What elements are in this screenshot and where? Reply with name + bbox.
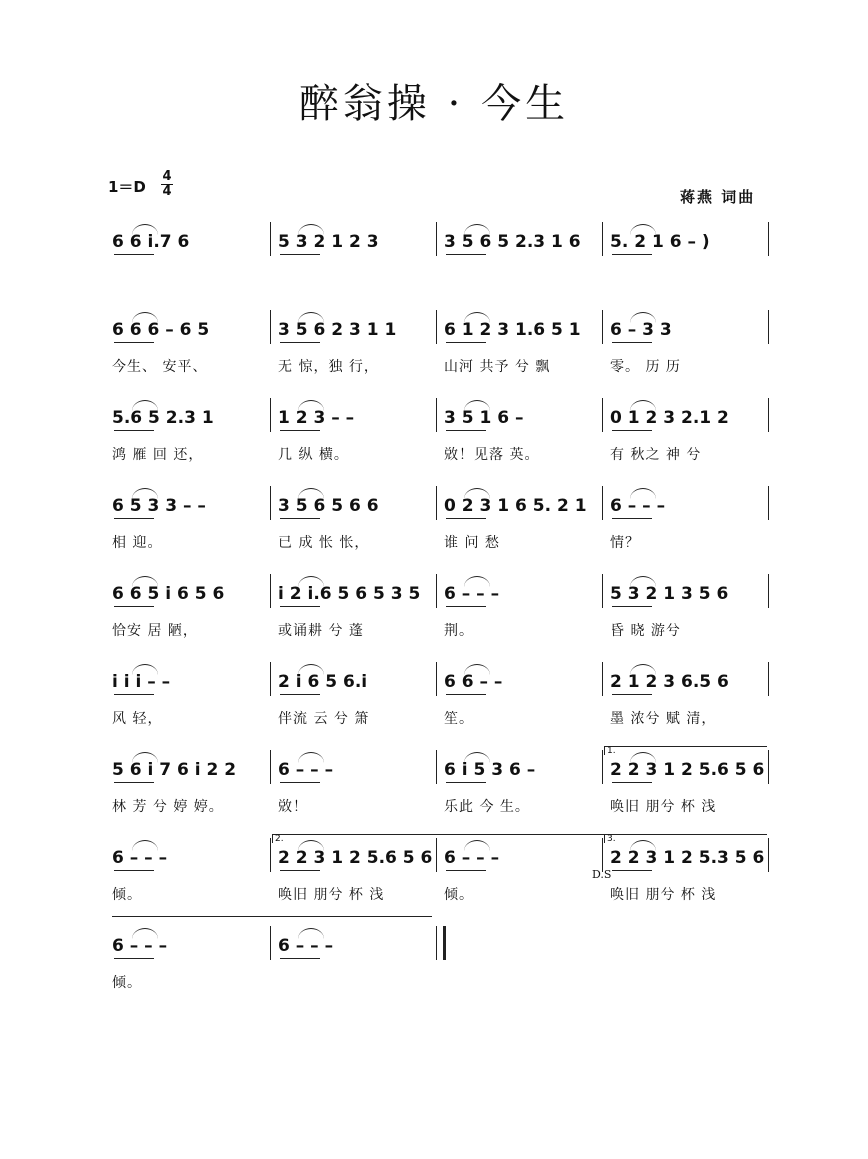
lyric-line: 唤旧 朋兮 杯 浅 xyxy=(610,887,717,903)
slur xyxy=(630,664,656,675)
bar-line xyxy=(768,750,769,784)
beam-line xyxy=(280,342,320,343)
beam-line xyxy=(114,254,154,255)
slur xyxy=(132,928,158,939)
bar-line xyxy=(436,574,437,608)
measure-notes: 2 2 3 1 2 5.6 5 6 xyxy=(278,848,433,868)
measure-notes: 6 1 2 3 1.6 5 1 xyxy=(444,320,581,340)
beam-line xyxy=(612,694,652,695)
lyric-line: 笙。 xyxy=(444,711,474,727)
lyric-line: 风 轻， xyxy=(112,711,163,727)
slur xyxy=(298,400,324,411)
slur xyxy=(132,840,158,851)
bar-line xyxy=(602,398,603,432)
bar-line xyxy=(436,662,437,696)
measure-notes: 3 5 6 2 3 1 1 xyxy=(278,320,397,340)
time-signature-bottom: 4 xyxy=(162,184,172,199)
bar-line xyxy=(768,662,769,696)
beam-line xyxy=(114,342,154,343)
bar-line xyxy=(270,222,271,256)
slur xyxy=(298,312,324,323)
bar-line xyxy=(768,398,769,432)
beam-line xyxy=(280,254,320,255)
lyric-line: 已 成 怅 怅， xyxy=(278,535,370,551)
measure-notes: 5.6 5 2.3 1 xyxy=(112,408,214,428)
beam-line xyxy=(280,870,320,871)
lyric-line: 鸿 雁 回 还， xyxy=(112,447,204,463)
bar-line xyxy=(602,574,603,608)
slur xyxy=(630,312,656,323)
measure-notes: 6 – – – xyxy=(278,760,334,780)
measure-notes: 2 2 3 1 2 5.6 5 6 xyxy=(610,760,765,780)
song-title: 醉翁操 · 今生 xyxy=(298,81,570,127)
slur xyxy=(298,928,324,939)
bar-line xyxy=(436,486,437,520)
lyric-line: 相 迎。 xyxy=(112,535,163,551)
measure-notes: 2 i 6 5 6.i xyxy=(278,672,368,692)
measure-notes: 0 1 2 3 2.1 2 xyxy=(610,408,729,428)
bar-line xyxy=(270,486,271,520)
measure-notes: 6 – – – xyxy=(278,936,334,956)
measure-notes: 6 – – – xyxy=(444,584,500,604)
beam-line xyxy=(280,958,320,959)
bar-line xyxy=(602,486,603,520)
slur xyxy=(298,664,324,675)
slur xyxy=(298,576,324,587)
volta-bracket: 2. xyxy=(272,834,605,843)
beam-line xyxy=(280,518,320,519)
measure-notes: 6 – – – xyxy=(112,936,168,956)
long-slur xyxy=(112,916,432,927)
bar-line xyxy=(270,398,271,432)
lyric-line: 墨 浓兮 赋 清， xyxy=(610,711,717,727)
beam-line xyxy=(446,782,486,783)
lyric-line: 敚！见落 英。 xyxy=(444,447,540,463)
slur xyxy=(132,488,158,499)
lyric-line: 林 芳 兮 婷 婷。 xyxy=(112,799,224,815)
slur xyxy=(630,576,656,587)
beam-line xyxy=(114,518,154,519)
beam-line xyxy=(612,606,652,607)
slur xyxy=(464,576,490,587)
lyric-line: 唤旧 朋兮 杯 浅 xyxy=(610,799,717,815)
beam-line xyxy=(446,254,486,255)
measure-notes: 2 2 3 1 2 5.3 5 6 xyxy=(610,848,765,868)
lyric-line: 恰安 居 陋， xyxy=(112,623,198,639)
slur xyxy=(464,664,490,675)
bar-line xyxy=(270,926,271,960)
bar-line xyxy=(436,310,437,344)
bar-line xyxy=(270,310,271,344)
slur xyxy=(132,664,158,675)
bar-line xyxy=(602,222,603,256)
ds-mark: D.S xyxy=(592,868,612,881)
beam-line xyxy=(446,342,486,343)
slur xyxy=(132,224,158,235)
beam-line xyxy=(280,430,320,431)
beam-line xyxy=(114,782,154,783)
measure-notes: i 2 i.6 5 6 5 3 5 xyxy=(278,584,421,604)
slur xyxy=(630,488,656,499)
lyric-line: 敚！ xyxy=(278,799,308,815)
measure-notes: 6 6 6 – 6 5 xyxy=(112,320,210,340)
slur xyxy=(132,576,158,587)
bar-line xyxy=(270,574,271,608)
lyric-line: 几 纵 横。 xyxy=(278,447,349,463)
bar-line xyxy=(768,486,769,520)
lyric-line: 倾。 xyxy=(112,975,142,991)
beam-line xyxy=(280,694,320,695)
lyric-line: 或诵耕 兮 蓬 xyxy=(278,623,364,639)
volta-bracket: 3. xyxy=(604,834,767,843)
slur xyxy=(464,312,490,323)
beam-line xyxy=(280,782,320,783)
lyric-line: 唤旧 朋兮 杯 浅 xyxy=(278,887,385,903)
bar-line xyxy=(768,222,769,256)
bar-line xyxy=(270,838,271,872)
measure-notes: 6 i 5 3 6 – xyxy=(444,760,536,780)
slur xyxy=(630,224,656,235)
measure-notes: 5 3 2 1 2 3 xyxy=(278,232,379,252)
lyric-line: 无 惊，独 行， xyxy=(278,359,379,375)
beam-line xyxy=(612,518,652,519)
beam-line xyxy=(612,342,652,343)
lyric-line: 今生、 安平、 xyxy=(112,359,208,375)
volta-bracket: 1. xyxy=(604,746,767,755)
slur xyxy=(464,400,490,411)
measure-notes: 2 1 2 3 6.5 6 xyxy=(610,672,729,692)
bar-line xyxy=(436,222,437,256)
measure-notes: 5 6 i 7 6 i 2 2 xyxy=(112,760,237,780)
bar-line xyxy=(602,838,603,872)
measure-notes: 1 2 3 – – xyxy=(278,408,355,428)
slur xyxy=(132,312,158,323)
measure-notes: 3 5 6 5 2.3 1 6 xyxy=(444,232,581,252)
beam-line xyxy=(612,430,652,431)
lyric-line: 情？ xyxy=(610,535,640,551)
measure-notes: 6 – 3 3 xyxy=(610,320,672,340)
beam-line xyxy=(612,782,652,783)
bar-line xyxy=(436,398,437,432)
lyric-line: 有 秋之 神 兮 xyxy=(610,447,702,463)
bar-line xyxy=(270,662,271,696)
slur xyxy=(298,488,324,499)
measure-notes: 6 – – – xyxy=(610,496,666,516)
beam-line xyxy=(446,430,486,431)
lyric-line: 倾。 xyxy=(444,887,474,903)
slur xyxy=(464,488,490,499)
lyric-line: 山河 共予 兮 飘 xyxy=(444,359,551,375)
measure-notes: 0 2 3 1 6 5. 2 1 xyxy=(444,496,587,516)
slur xyxy=(630,400,656,411)
bar-line xyxy=(768,838,769,872)
measure-notes: 5 3 2 1 3 5 6 xyxy=(610,584,729,604)
measure-notes: 5. 2 1 6 – ) xyxy=(610,232,710,252)
bar-line xyxy=(270,750,271,784)
measure-notes: 6 6 i.7 6 xyxy=(112,232,190,252)
beam-line xyxy=(446,694,486,695)
slur xyxy=(298,224,324,235)
lyric-line: 倾。 xyxy=(112,887,142,903)
measure-notes: i i i – – xyxy=(112,672,171,692)
beam-line xyxy=(446,518,486,519)
bar-line xyxy=(436,838,437,872)
bar-line xyxy=(602,310,603,344)
measure-notes: 3 5 6 5 6 6 xyxy=(278,496,379,516)
time-signature-top: 4 xyxy=(162,169,172,184)
bar-line xyxy=(768,310,769,344)
bar-line xyxy=(602,750,603,784)
lyric-line: 谁 问 愁 xyxy=(444,535,500,551)
measure-notes: 6 – – – xyxy=(112,848,168,868)
slur xyxy=(298,752,324,763)
measure-notes: 6 6 – – xyxy=(444,672,503,692)
measure-notes: 6 6 5 i 6 5 6 xyxy=(112,584,225,604)
slur xyxy=(464,752,490,763)
bar-line xyxy=(768,574,769,608)
measure-notes: 3 5 1 6 – xyxy=(444,408,524,428)
beam-line xyxy=(114,870,154,871)
bar-line xyxy=(436,926,446,960)
beam-line xyxy=(612,254,652,255)
lyric-line: 零。 历 历 xyxy=(610,359,681,375)
time-signature xyxy=(160,170,174,199)
author-credit: 蒋燕 词曲 xyxy=(680,188,756,206)
bar-line xyxy=(436,750,437,784)
beam-line xyxy=(280,606,320,607)
slur xyxy=(132,752,158,763)
lyric-line: 昏 晓 游兮 xyxy=(610,623,681,639)
bar-line xyxy=(602,662,603,696)
key-signature: 1＝D xyxy=(108,178,146,196)
beam-line xyxy=(114,606,154,607)
lyric-line: 乐此 今 生。 xyxy=(444,799,530,815)
measure-notes: 6 – – – xyxy=(444,848,500,868)
slur xyxy=(464,224,490,235)
beam-line xyxy=(446,606,486,607)
beam-line xyxy=(114,430,154,431)
lyric-line: 荆。 xyxy=(444,623,474,639)
beam-line xyxy=(114,694,154,695)
beam-line xyxy=(612,870,652,871)
lyric-line: 伴流 云 兮 箫 xyxy=(278,711,370,727)
measure-notes: 6 5 3 3 – – xyxy=(112,496,206,516)
beam-line xyxy=(446,870,486,871)
slur xyxy=(132,400,158,411)
beam-line xyxy=(114,958,154,959)
